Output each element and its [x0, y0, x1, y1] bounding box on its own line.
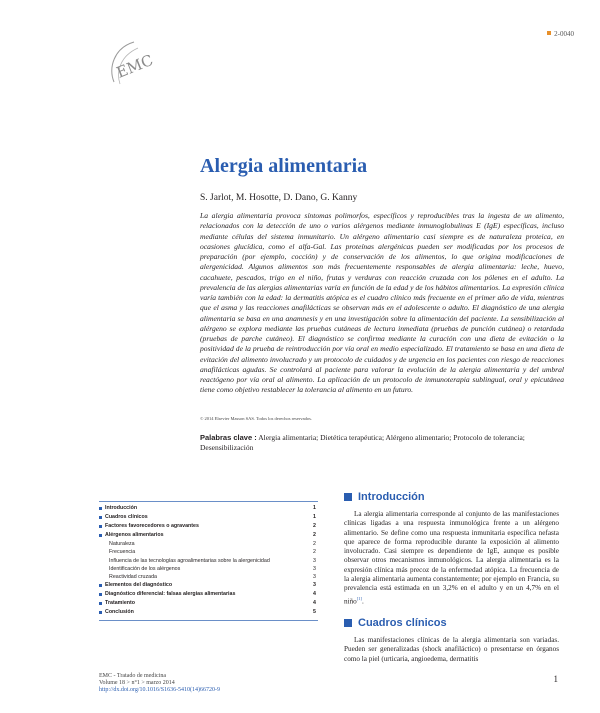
code-marker: [547, 31, 551, 35]
page-number: 1: [553, 674, 558, 684]
toc-label: [109, 565, 180, 573]
toc-row[interactable]: [99, 504, 318, 513]
toc-page-number: 3: [313, 565, 316, 572]
toc-bullet-icon: [99, 507, 102, 510]
toc-bullet-icon: [99, 525, 102, 528]
toc-bullet-icon: [99, 584, 102, 587]
toc-page-number: 2: [313, 541, 316, 547]
journal-name: EMC - Tratado de medicina: [99, 673, 166, 679]
article-code: [547, 30, 574, 38]
toc-label-text: Tratamiento: [105, 600, 136, 607]
toc-page-number: 2: [313, 549, 316, 556]
toc-row[interactable]: [99, 565, 318, 573]
table-of-contents: [99, 501, 318, 621]
keywords-block: [200, 433, 560, 453]
section-marker-icon: [344, 493, 352, 501]
toc-label: [99, 599, 135, 608]
toc-label: [109, 548, 135, 556]
keywords-list: Alergia alimentaria; Dietética terapéutica; Alérgeno alimentario; Protocolo de tolerancia; Desensibilización: [200, 433, 525, 452]
volume-info: Volume 18 > n°1 > marzo 2014: [99, 680, 175, 686]
toc-label: [109, 540, 135, 548]
toc-label: [99, 513, 148, 522]
copyright-notice: © 2014 Elsevier Masson SAS. Todos los derechos reservados.: [200, 416, 313, 421]
article-abstract: La alergia alimentaria provoca síntomas polimorfos, específicos y reproducibles tras la ingesta de un alimento, relacionados con la detección de uno o varios alérgenos mediante inmunoglobulinas E (IgE) específicas, incluso mediante células del sistema inmunitario. Un alérgeno alimentario casi siempre es de naturaleza proteica, en ocasiones glucídica, como el alfa-Gal. Las proteínas alergénicas pueden ser modificadas por los procesos de preparación (por ejemplo, cocción) y de conservación de los alimentos, lo que origina modificaciones de alergenicidad. Algunos alimentos son más frecuentemente responsables de alergia alimentaria: leche, huevo, cacahuete, pescados, trigo en el niño, frutas y verduras con reacción cruzada con los pólenes en el adulto. La prevalencia de las alergias alimentarias varía en función de la edad y de los hábitos alimentarios. La expresión clínica varía también con la edad: la dermatitis atópica es el cuadro clínico más frecuente en el primer año de vida, mientras que el asma y las reacciones anafilácticas se observan más en el adolescente o adulto. El diagnóstico de una alergia alimentaria se basa en una anamnesis y en una investigación sobre la alimentación del paciente. La sensibilización al alérgeno se explora mediante las pruebas cutáneas de lectura inmediata (pruebas de punción cutánea) o retardada (pruebas de parche cutáneo). El diagnóstico se confirma mediante la curación con una dieta de evitación o la positividad de la prueba de reintroducción por vía oral en medio especializado. El tratamiento se basa en una dieta de evitación del alimento involucrado y un protocolo de cuidados y de urgencia en los pacientes con riesgo de reacciones anafilácticas agudas. Se controlará al paciente para valorar la evolución de la alergia alimentaria y del umbral reactógeno por vía oral al alimento. La aplicación de un protocolo de inmunoterapia sublingual, oral y epicutánea tiene como objetivo restablecer la tolerancia al alimento en un futuro.: [200, 211, 564, 395]
section-body-cuadros-clinicos: Las manifestaciones clínicas de la alergia alimentaria son variadas. Pueden ser generalizadas (shock anafiláctico) o presentarse en órganos como la piel (urticaria, angioedema, dermatitis: [344, 636, 559, 663]
section-title-introduccion: Introducción: [358, 491, 425, 503]
toc-label: [99, 581, 172, 590]
toc-label: [109, 573, 157, 581]
toc-label: [109, 557, 270, 565]
toc-page-number: 1: [313, 505, 316, 511]
section-heading-cuadros-clinicos: [344, 617, 447, 629]
section-marker-icon: [344, 619, 352, 627]
toc-label: [99, 522, 199, 531]
toc-row[interactable]: [99, 548, 318, 556]
toc-label-text: Introducción: [105, 505, 138, 511]
toc-label-text: Elementos del diagnóstico: [105, 582, 173, 589]
toc-page-number: 4: [313, 600, 316, 607]
toc-label-text: Influencia de las tecnologías agroalimentarias sobre la alergenicidad: [109, 557, 270, 564]
toc-label-text: Factores favorecedores o agravantes: [105, 523, 199, 529]
section-body-introduccion: [344, 510, 559, 606]
toc-label: [99, 531, 164, 540]
keywords-label: Palabras clave :: [200, 433, 257, 442]
toc-label: [99, 608, 134, 617]
toc-bullet-icon: [99, 534, 102, 537]
toc-page-number: 3: [313, 574, 316, 581]
intro-text-end: .: [362, 597, 364, 606]
toc-row[interactable]: [99, 599, 318, 608]
article-title: Alergia alimentaria: [200, 155, 368, 177]
toc-page-number: 5: [313, 609, 316, 616]
toc-bullet-icon: [99, 602, 102, 605]
section-heading-introduccion: [344, 491, 425, 503]
toc-row[interactable]: [99, 581, 318, 590]
toc-page-number: 3: [313, 582, 316, 589]
toc-page-number: 2: [313, 532, 316, 538]
reference-link[interactable]: [1]: [356, 595, 363, 601]
doi-link[interactable]: http://dx.doi.org/10.1016/S1636-5410(14)66720-9: [99, 687, 221, 693]
toc-label-text: Cuadros clínicos: [105, 514, 148, 520]
intro-text: La alergia alimentaria corresponde al conjunto de las manifestaciones clínicas ligadas a una respuesta inmunológica frente a un alérgeno alimentario. Se define como una respuesta inmunitaria específica nefasta que aparece de forma reproducible durante la exposición al alimento involucrado. Casi siempre es dependiente de IgE, aunque es posible observar otros mecanismos inmunológicos. La alergia alimentaria es la expresión clínica más precoz de la enfermedad atópica. La frecuencia de la alergia alimentaria aumenta constantemente; por ejemplo en Francia, su prevalencia está estimada en un 3,2% en el adulto y en un 4,7% en el niño: [344, 510, 559, 606]
toc-label: [99, 504, 137, 513]
toc-bullet-icon: [99, 611, 102, 614]
toc-label-text: Naturaleza: [109, 541, 135, 547]
toc-row[interactable]: [99, 522, 318, 531]
toc-label-text: Diagnóstico diferencial: falsas alergias alimentarias: [105, 591, 236, 598]
toc-row[interactable]: [99, 590, 318, 599]
toc-label-text: Identificación de los alérgenos: [109, 565, 181, 572]
emc-logo: [106, 38, 158, 88]
toc-bullet-icon: [99, 516, 102, 519]
toc-page-number: 1: [313, 514, 316, 520]
toc-bullet-icon: [99, 593, 102, 596]
logo-text: EMC: [113, 50, 156, 82]
toc-row[interactable]: [99, 608, 318, 617]
article-code-text: 2-0040: [554, 30, 574, 38]
toc-row[interactable]: [99, 557, 318, 565]
toc-page-number: 2: [313, 523, 316, 529]
toc-label-text: Alérgenos alimentarios: [105, 532, 164, 538]
toc-row[interactable]: [99, 573, 318, 581]
toc-label-text: Conclusión: [105, 609, 134, 616]
toc-row[interactable]: [99, 531, 318, 540]
page-footer: [99, 673, 220, 694]
toc-row[interactable]: [99, 540, 318, 548]
toc-row[interactable]: [99, 513, 318, 522]
toc-label-text: Frecuencia: [109, 549, 136, 556]
section-title-cuadros-clinicos: Cuadros clínicos: [358, 617, 447, 629]
toc-page-number: 4: [313, 591, 316, 598]
toc-label: [99, 590, 235, 599]
article-authors: S. Jarlot, M. Hosotte, D. Dano, G. Kanny: [200, 193, 358, 203]
toc-label-text: Reactividad cruzada: [109, 574, 157, 581]
toc-page-number: 3: [313, 557, 316, 564]
